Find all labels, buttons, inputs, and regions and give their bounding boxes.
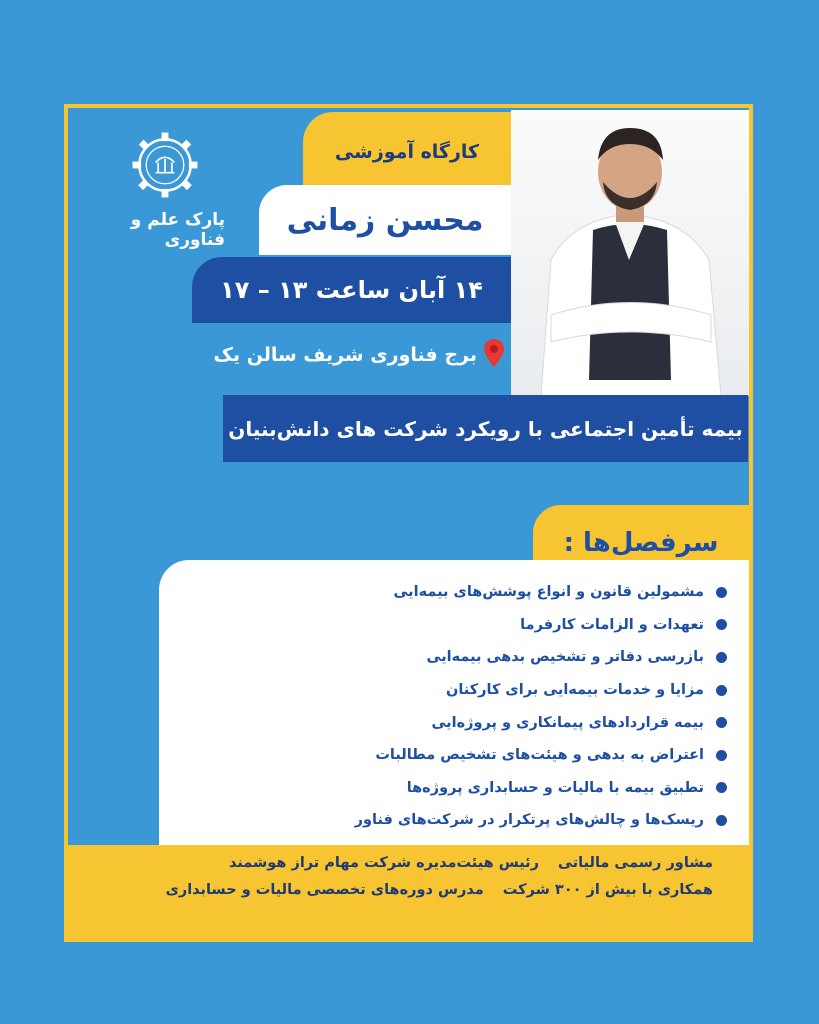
list-item-text: مشمولین قانون و انواع پوشش‌های بیمه‌ایی <box>393 584 704 601</box>
list-item-text: تعهدات و الزامات کارفرما <box>520 616 704 633</box>
list-item-text: ریسک‌ها و چالش‌های پرتکرار در شرکت‌های فناور <box>354 812 704 829</box>
bullet-icon <box>716 750 727 761</box>
bullet-icon <box>716 619 727 630</box>
list-item <box>159 772 727 805</box>
list-item-text: مزایا و خدمات بیمه‌ایی برای کارکنان <box>445 682 704 699</box>
credential: رئیس هیئت‌مدیره شرکت مهام تراز هوشمند <box>229 855 539 871</box>
list-item <box>159 674 727 707</box>
list-item <box>159 804 727 837</box>
location <box>210 330 505 380</box>
credentials-line-2 <box>152 882 713 898</box>
presenter-credentials <box>64 845 753 942</box>
map-pin-icon <box>483 338 505 373</box>
credentials-line-1 <box>215 855 713 871</box>
logo-text: پارک علم و فناوری <box>130 210 225 250</box>
list-item-text: بازرسی دفاتر و تشخیص بدهی بیمه‌ایی <box>426 649 704 666</box>
bullet-icon <box>716 587 727 598</box>
science-park-logo <box>105 130 225 250</box>
list-item <box>159 739 727 772</box>
topics-list-box <box>159 560 749 845</box>
list-item <box>159 706 727 739</box>
presenter-portrait-icon <box>511 110 749 396</box>
topics-heading: سرفصل‌ها : <box>533 505 749 581</box>
bullet-icon <box>716 782 727 793</box>
bullet-icon <box>716 815 727 826</box>
credential: مشاور رسمی مالیاتی <box>558 855 713 871</box>
list-item <box>159 609 727 642</box>
presenter-photo <box>511 110 749 396</box>
list-item <box>159 641 727 674</box>
list-item <box>159 576 727 609</box>
university-seal-icon <box>124 130 206 200</box>
list-item-text: اعتراض به بدهی و هیئت‌های تشخیص مطالبات <box>375 747 704 764</box>
list-item-text: تطبیق بیمه با مالیات و حسابداری پروژه‌ها <box>406 779 704 796</box>
workshop-subject: بیمه تأمین اجتماعی با رویکرد شرکت های دانش‌بنیان <box>223 395 748 462</box>
credential: مدرس دوره‌های تخصصی مالیات و حسابداری <box>165 882 484 898</box>
date-time: ۱۴ آبان ساعت ۱۳ – ۱۷ <box>192 257 511 323</box>
presenter-name: محسن زمانی <box>259 185 511 255</box>
topics-list <box>159 560 749 837</box>
bullet-icon <box>716 717 727 728</box>
location-text: برج فناوری شریف سالن یک <box>213 344 477 366</box>
workshop-label: کارگاه آموزشی <box>303 112 511 191</box>
bullet-icon <box>716 652 727 663</box>
credential: همکاری با بیش از ۳۰۰ شرکت <box>502 882 713 898</box>
bullet-icon <box>716 685 727 696</box>
list-item-text: بیمه قراردادهای پیمانکاری و پروژه‌ایی <box>431 714 704 731</box>
